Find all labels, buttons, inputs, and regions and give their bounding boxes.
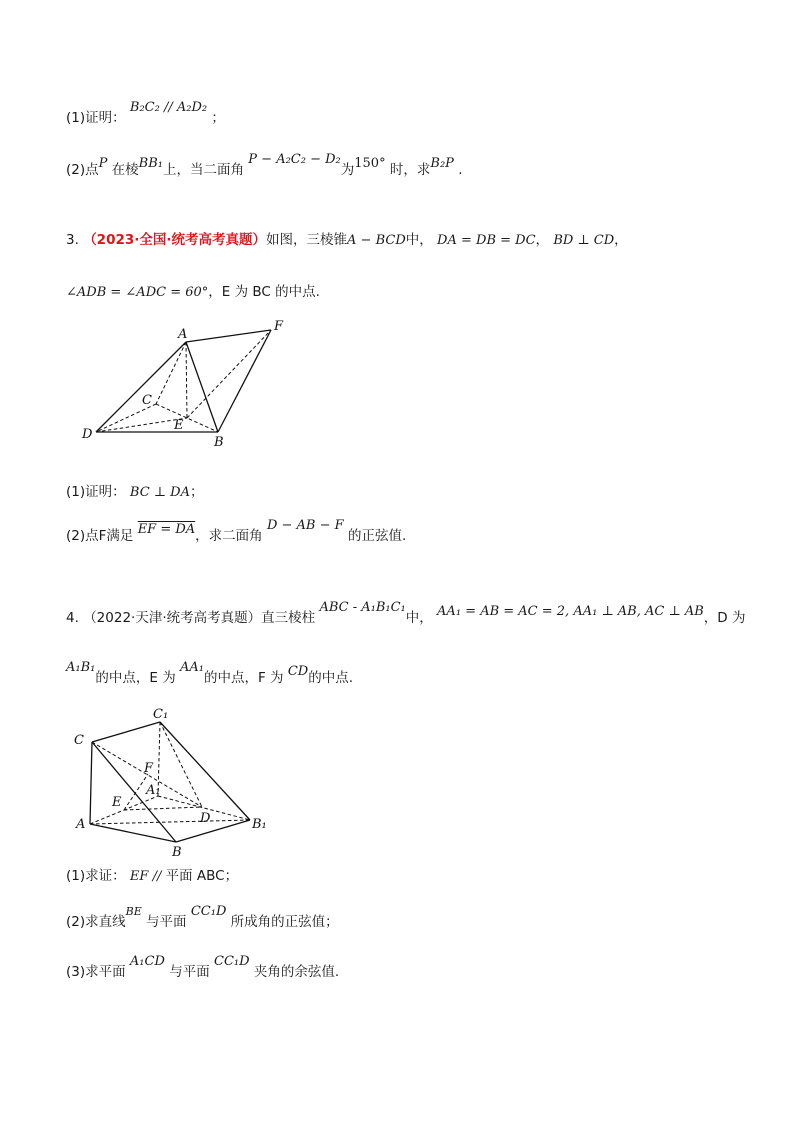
q3-stem-line2: [66, 282, 320, 303]
text: 所成角的正弦值；: [230, 914, 339, 930]
label-C: C: [142, 393, 152, 408]
q4-part1: [66, 866, 238, 887]
question-number: 4.: [66, 610, 79, 626]
math-angle: 150°: [354, 156, 386, 171]
math-expr: EF //: [129, 869, 162, 884]
label-A: A: [178, 327, 188, 342]
part-label: (2)点: [66, 162, 99, 178]
text: 为: [340, 162, 355, 178]
math-expr: P − A₂C₂ − D₂: [248, 152, 341, 167]
q2-part2: [66, 152, 463, 181]
edge-AD: [96, 342, 186, 432]
q4-part2: [66, 904, 339, 933]
math-expr: ∠ADB = ∠ADC = 60°: [66, 285, 209, 300]
math-var: CD: [287, 664, 309, 679]
text: 上，当二面角: [163, 162, 244, 178]
edge-CA: [90, 742, 92, 824]
math-var: A₁CD: [129, 954, 165, 969]
edge-AB: [186, 342, 218, 432]
math-expr: B₂C₂ // A₂D₂: [129, 100, 208, 115]
text: 的中点，E 为: [95, 670, 176, 686]
label-A: A: [76, 817, 86, 832]
text: 中，: [405, 610, 433, 626]
q3-part2: [66, 518, 407, 547]
vector-expr: EF = DA: [137, 522, 196, 537]
label-E: E: [112, 795, 122, 810]
math-var: CC₁D: [190, 904, 227, 919]
text: 中，: [405, 232, 433, 248]
label-F: F: [274, 319, 284, 334]
label-D: D: [82, 427, 93, 442]
math-expr: ABC - A₁B₁C₁: [319, 600, 406, 615]
text: 在棱: [111, 162, 139, 178]
label-E: E: [174, 418, 184, 433]
math-expr: D − AB − F: [266, 518, 344, 533]
part-label: (1)求证：: [66, 868, 126, 884]
punct: ；: [211, 110, 225, 126]
text: 时，求: [389, 162, 431, 178]
edge-AB1: [90, 820, 250, 824]
math-expr: BC ⊥ DA: [129, 485, 190, 500]
math-var: AA₁: [180, 660, 204, 675]
text: 直三棱柱: [261, 610, 316, 626]
edge-AC: [156, 342, 186, 404]
text: ，求二面角: [195, 528, 263, 544]
q3-stem-line1: [66, 230, 628, 251]
math-var: P: [98, 156, 108, 171]
punct: ，: [535, 232, 550, 248]
text: 的正弦值.: [347, 528, 407, 544]
question-source: （2023·全国·统考高考真题）: [83, 232, 267, 248]
label-D: D: [200, 811, 211, 826]
label-F: F: [144, 761, 154, 776]
punct: ，: [614, 232, 628, 248]
label-A1: A₁: [146, 783, 161, 798]
part-label: (1)证明：: [66, 110, 126, 126]
edge-C1B1: [160, 722, 250, 820]
label-B: B: [214, 435, 224, 450]
q4-stem-line1: [66, 600, 746, 629]
part-label: (2)点F满足: [66, 528, 134, 544]
q4-figure: [62, 700, 282, 860]
q2-part1: [66, 100, 225, 129]
punct: .: [458, 162, 463, 178]
question-number: 3.: [66, 232, 79, 248]
text: 的中点，F 为: [204, 670, 284, 686]
math-var: BB₁: [138, 156, 163, 171]
label-C: C: [74, 733, 84, 748]
text: 的中点.: [308, 670, 354, 686]
edge-EF: [187, 330, 271, 418]
edge-AE: [186, 342, 187, 418]
q3-part1: [66, 482, 203, 503]
edge-BB1: [176, 820, 250, 842]
text: ，E 为 BC 的中点.: [208, 284, 320, 300]
label-B: B: [172, 845, 182, 860]
q4-stem-line2: [66, 660, 354, 689]
text: 如图，三棱锥: [266, 232, 348, 248]
text: ，D 为: [703, 610, 746, 626]
math-expr: BD ⊥ CD: [553, 233, 615, 248]
edge-CC1: [92, 722, 160, 742]
q4-part3: [66, 954, 340, 983]
part-label: (1)证明：: [66, 484, 126, 500]
label-B1: B₁: [252, 817, 267, 832]
math-expr: A − BCD: [347, 233, 406, 248]
edge-FB: [218, 330, 271, 432]
label-C1: C₁: [153, 707, 169, 722]
part-label: (3)求平面: [66, 964, 126, 980]
q3-figure: [76, 318, 296, 450]
edge-ED: [124, 807, 202, 810]
text: 平面 ABC: [161, 868, 225, 884]
math-var: A₁B₁: [66, 660, 96, 675]
question-source: （2022·天津·统考高考真题）: [83, 610, 262, 626]
punct: ；: [224, 868, 239, 884]
text: 夹角的余弦值.: [253, 964, 340, 980]
math-var: BE: [125, 905, 142, 918]
punct: ；: [189, 484, 204, 500]
math-expr: DA = DB = DC: [437, 233, 536, 248]
edge-AF: [186, 330, 271, 342]
text: 与平面: [146, 914, 187, 930]
math-var: B₂P: [430, 156, 454, 171]
math-var: CC₁D: [214, 954, 250, 969]
math-expr: AA₁ = AB = AC = 2, AA₁ ⊥ AB, AC ⊥ AB: [437, 604, 704, 619]
text: 与平面: [169, 964, 210, 980]
part-label: (2)求直线: [66, 914, 126, 930]
